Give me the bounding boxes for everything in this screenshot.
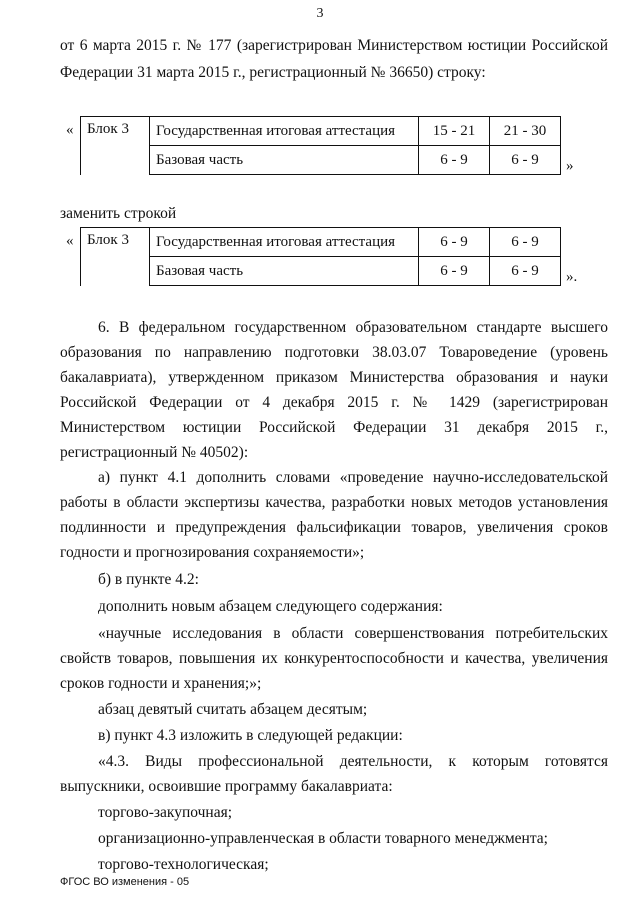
page-number: 3 — [316, 6, 324, 21]
table-cell-value: 6 - 9 — [419, 257, 490, 286]
table-cell-name: Государственная итоговая аттестация — [150, 117, 419, 146]
para6-line: 6. В федеральном государственном образовательном стандарте высшего — [98, 319, 608, 336]
para6-line: Российской Федерации от 4 декабря 2015 г. № 1429 (зарегистрирован — [60, 394, 608, 411]
quote-close: » — [566, 158, 574, 174]
table-cell-value: 6 - 9 — [490, 228, 561, 257]
block-cell: Блок 3 — [81, 117, 150, 175]
table-cell-name: Базовая часть — [150, 146, 419, 175]
activity-item: организационно-управленческая в области товарного менеджмента; — [98, 830, 548, 847]
para6-line: регистрационный № 40502): — [60, 444, 249, 461]
activity-item: торгово-технологическая; — [98, 856, 269, 873]
replace-text: заменить строкой — [60, 205, 177, 222]
table-cell-value: 6 - 9 — [490, 257, 561, 286]
table-cell-name: Базовая часть — [150, 257, 419, 286]
item-b-quote-line: свойств товаров, повышения их конкурентоспособности и качества, увеличения — [60, 650, 608, 667]
item-b-quote-line: сроков годности и хранения;»; — [60, 675, 262, 692]
table-cell-name: Государственная итоговая аттестация — [150, 228, 419, 257]
item-c: в) пункт 4.3 изложить в следующей редакции: — [98, 727, 403, 744]
intro-line: от 6 марта 2015 г. № 177 (зарегистрирован Министерством юстиции Российской — [60, 37, 608, 54]
quote-open: « — [66, 122, 74, 138]
item-b: б) в пункте 4.2: — [98, 571, 199, 588]
item-b-ninth: абзац девятый считать абзацем десятым; — [98, 701, 368, 718]
item-b-add: дополнить новым абзацем следующего содержания: — [98, 598, 443, 615]
item-a-line: годности и прогнозирования сохраняемости»; — [60, 544, 365, 561]
para6-line: образования по направлению подготовки 38.03.07 Товароведение (уровень — [60, 344, 608, 361]
activity-item: торгово-закупочная; — [98, 804, 233, 821]
block-cell: Блок 3 — [81, 228, 150, 286]
table-cell-value: 21 - 30 — [490, 117, 561, 146]
old-table — [80, 116, 561, 175]
para6-line: бакалавриата), утвержденном приказом Министерства образования и науки — [60, 369, 608, 386]
item-a-line: работы в области экспертизы качества, разработки новых методов установления — [60, 494, 608, 511]
table-cell-value: 6 - 9 — [419, 228, 490, 257]
item-a-line: подлинности и предупреждения фальсификации товаров, увеличения сроков — [60, 519, 608, 536]
table-cell-value: 6 - 9 — [419, 146, 490, 175]
item-c-quote-line: «4.3. Виды профессиональной деятельности, к которым готовятся — [98, 753, 608, 770]
table-cell-value: 15 - 21 — [419, 117, 490, 146]
para6-line: Министерством юстиции Российской Федерации 31 декабря 2015 г., — [60, 419, 608, 436]
quote-close: ». — [566, 269, 578, 285]
item-b-quote-line: «научные исследования в области совершенствования потребительских — [98, 625, 608, 642]
intro-line: Федерации 31 марта 2015 г., регистрационный № 36650) строку: — [60, 64, 486, 81]
item-c-quote-line: выпускники, освоившие программу бакалавриата: — [60, 778, 393, 795]
table-cell-value: 6 - 9 — [490, 146, 561, 175]
item-a-line: а) пункт 4.1 дополнить словами «проведение научно-исследовательской — [98, 469, 608, 486]
new-table — [80, 227, 561, 286]
footer-label: ФГОС ВО изменения - 05 — [60, 876, 190, 888]
quote-open: « — [66, 233, 74, 249]
